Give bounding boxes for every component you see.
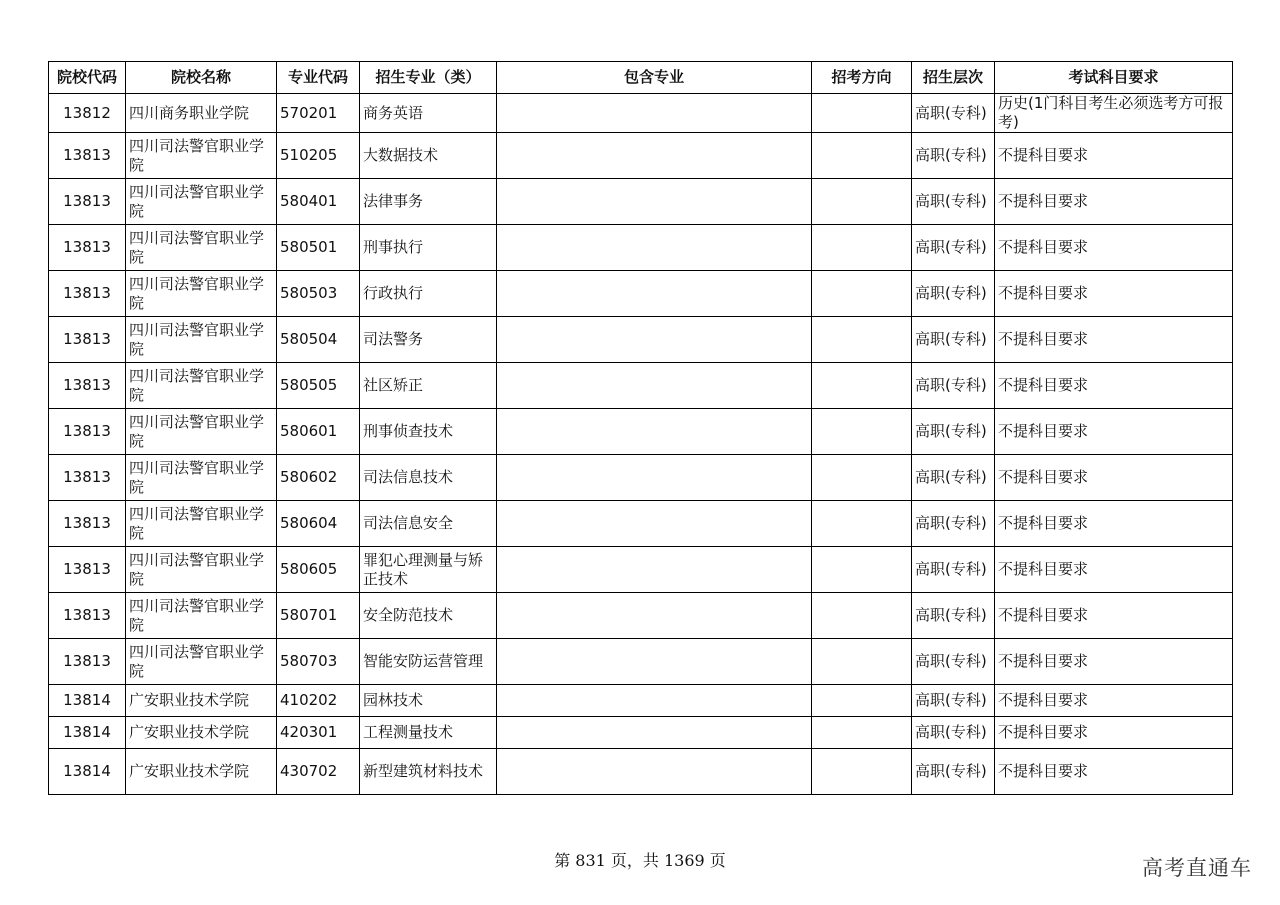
cell-direction: [812, 409, 912, 455]
cell-level: 高职(专科): [912, 717, 995, 749]
cell-school-code: 13813: [49, 271, 126, 317]
cell-major: 商务英语: [360, 94, 497, 133]
cell-includes: [497, 749, 812, 795]
page-number-footer: 第 831 页，共 1369 页: [554, 851, 726, 870]
table-row: [49, 455, 1233, 501]
cell-major: 行政执行: [360, 271, 497, 317]
cell-major: 法律事务: [360, 179, 497, 225]
cell-major-code: 420301: [277, 717, 360, 749]
cell-level: 高职(专科): [912, 317, 995, 363]
cell-level: 高职(专科): [912, 639, 995, 685]
cell-direction: [812, 133, 912, 179]
cell-requirement: 不提科目要求: [995, 179, 1233, 225]
header-includes: 包含专业: [497, 62, 812, 94]
header-school-name: 院校名称: [126, 62, 277, 94]
table-row: [49, 317, 1233, 363]
cell-direction: [812, 593, 912, 639]
cell-direction: [812, 501, 912, 547]
cell-school-name: 四川司法警官职业学院: [126, 593, 277, 639]
cell-school-name: 四川司法警官职业学院: [126, 639, 277, 685]
table-row: [49, 133, 1233, 179]
cell-level: 高职(专科): [912, 271, 995, 317]
cell-school-code: 13813: [49, 317, 126, 363]
cell-direction: [812, 717, 912, 749]
cell-major-code: 580505: [277, 363, 360, 409]
cell-major: 司法警务: [360, 317, 497, 363]
header-level: 招生层次: [912, 62, 995, 94]
cell-school-name: 四川司法警官职业学院: [126, 363, 277, 409]
cell-includes: [497, 179, 812, 225]
cell-requirement: 不提科目要求: [995, 363, 1233, 409]
cell-school-code: 13813: [49, 639, 126, 685]
table-row: [49, 179, 1233, 225]
cell-direction: [812, 271, 912, 317]
cell-includes: [497, 409, 812, 455]
cell-includes: [497, 271, 812, 317]
cell-requirement: 不提科目要求: [995, 685, 1233, 717]
cell-school-code: 13813: [49, 593, 126, 639]
cell-major-code: 570201: [277, 94, 360, 133]
cell-major: 大数据技术: [360, 133, 497, 179]
cell-school-code: 13813: [49, 409, 126, 455]
cell-direction: [812, 225, 912, 271]
cell-school-name: 四川司法警官职业学院: [126, 501, 277, 547]
cell-level: 高职(专科): [912, 685, 995, 717]
header-row: [49, 62, 1233, 94]
cell-level: 高职(专科): [912, 547, 995, 593]
table-row: [49, 749, 1233, 795]
cell-school-code: 13812: [49, 94, 126, 133]
cell-major: 罪犯心理测量与矫正技术: [360, 547, 497, 593]
cell-direction: [812, 639, 912, 685]
cell-school-code: 13813: [49, 501, 126, 547]
cell-school-name: 四川司法警官职业学院: [126, 179, 277, 225]
cell-school-name: 四川司法警官职业学院: [126, 547, 277, 593]
cell-includes: [497, 593, 812, 639]
cell-level: 高职(专科): [912, 179, 995, 225]
cell-level: 高职(专科): [912, 593, 995, 639]
cell-school-code: 13814: [49, 749, 126, 795]
cell-requirement: 不提科目要求: [995, 717, 1233, 749]
cell-includes: [497, 317, 812, 363]
table-row: [49, 593, 1233, 639]
header-requirement: 考试科目要求: [995, 62, 1233, 94]
cell-school-code: 13813: [49, 133, 126, 179]
cell-level: 高职(专科): [912, 363, 995, 409]
cell-major-code: 510205: [277, 133, 360, 179]
cell-level: 高职(专科): [912, 501, 995, 547]
table-row: [49, 271, 1233, 317]
cell-level: 高职(专科): [912, 133, 995, 179]
cell-school-name: 四川司法警官职业学院: [126, 225, 277, 271]
cell-school-name: 广安职业技术学院: [126, 717, 277, 749]
header-direction: 招考方向: [812, 62, 912, 94]
cell-major: 社区矫正: [360, 363, 497, 409]
cell-major-code: 580401: [277, 179, 360, 225]
cell-requirement: 不提科目要求: [995, 749, 1233, 795]
cell-requirement: 不提科目要求: [995, 133, 1233, 179]
cell-major-code: 580602: [277, 455, 360, 501]
cell-major-code: 580605: [277, 547, 360, 593]
cell-requirement: 不提科目要求: [995, 455, 1233, 501]
cell-requirement: 不提科目要求: [995, 547, 1233, 593]
cell-level: 高职(专科): [912, 94, 995, 133]
cell-major-code: 580601: [277, 409, 360, 455]
cell-major: 工程测量技术: [360, 717, 497, 749]
cell-school-name: 四川司法警官职业学院: [126, 133, 277, 179]
table-row: [49, 363, 1233, 409]
cell-direction: [812, 749, 912, 795]
cell-major-code: 580701: [277, 593, 360, 639]
cell-includes: [497, 455, 812, 501]
cell-includes: [497, 717, 812, 749]
cell-school-code: 13813: [49, 455, 126, 501]
cell-includes: [497, 133, 812, 179]
cell-level: 高职(专科): [912, 749, 995, 795]
cell-school-name: 四川司法警官职业学院: [126, 317, 277, 363]
cell-school-code: 13813: [49, 225, 126, 271]
cell-requirement: 历史(1门科目考生必须选考方可报考): [995, 94, 1233, 133]
cell-requirement: 不提科目要求: [995, 225, 1233, 271]
cell-direction: [812, 179, 912, 225]
cell-major-code: 580604: [277, 501, 360, 547]
table-row: [49, 639, 1233, 685]
cell-includes: [497, 501, 812, 547]
cell-major: 刑事侦查技术: [360, 409, 497, 455]
cell-includes: [497, 547, 812, 593]
cell-level: 高职(专科): [912, 225, 995, 271]
cell-requirement: 不提科目要求: [995, 409, 1233, 455]
cell-major: 园林技术: [360, 685, 497, 717]
cell-major-code: 580501: [277, 225, 360, 271]
cell-school-name: 四川商务职业学院: [126, 94, 277, 133]
table-row: [49, 409, 1233, 455]
cell-direction: [812, 547, 912, 593]
cell-major: 司法信息安全: [360, 501, 497, 547]
admissions-table: [48, 61, 1233, 795]
cell-school-name: 四川司法警官职业学院: [126, 271, 277, 317]
cell-level: 高职(专科): [912, 455, 995, 501]
cell-includes: [497, 639, 812, 685]
cell-major: 新型建筑材料技术: [360, 749, 497, 795]
cell-direction: [812, 317, 912, 363]
cell-major-code: 430702: [277, 749, 360, 795]
cell-includes: [497, 363, 812, 409]
table-row: [49, 717, 1233, 749]
header-school-code: 院校代码: [49, 62, 126, 94]
cell-major: 智能安防运营管理: [360, 639, 497, 685]
cell-school-name: 四川司法警官职业学院: [126, 455, 277, 501]
cell-direction: [812, 94, 912, 133]
cell-major: 安全防范技术: [360, 593, 497, 639]
header-major-code: 专业代码: [277, 62, 360, 94]
table-row: [49, 685, 1233, 717]
cell-includes: [497, 225, 812, 271]
cell-requirement: 不提科目要求: [995, 501, 1233, 547]
cell-requirement: 不提科目要求: [995, 271, 1233, 317]
cell-requirement: 不提科目要求: [995, 593, 1233, 639]
cell-school-name: 广安职业技术学院: [126, 685, 277, 717]
cell-requirement: 不提科目要求: [995, 317, 1233, 363]
cell-major-code: 580504: [277, 317, 360, 363]
table-row: [49, 547, 1233, 593]
cell-direction: [812, 363, 912, 409]
cell-school-code: 13813: [49, 363, 126, 409]
cell-major-code: 580503: [277, 271, 360, 317]
cell-direction: [812, 685, 912, 717]
cell-includes: [497, 685, 812, 717]
cell-school-code: 13813: [49, 547, 126, 593]
cell-school-code: 13814: [49, 685, 126, 717]
cell-direction: [812, 455, 912, 501]
table-row: [49, 225, 1233, 271]
table-row: [49, 94, 1233, 133]
header-major: 招生专业（类）: [360, 62, 497, 94]
cell-school-name: 四川司法警官职业学院: [126, 409, 277, 455]
cell-level: 高职(专科): [912, 409, 995, 455]
cell-includes: [497, 94, 812, 133]
cell-school-code: 13813: [49, 179, 126, 225]
cell-school-name: 广安职业技术学院: [126, 749, 277, 795]
cell-major-code: 580703: [277, 639, 360, 685]
cell-requirement: 不提科目要求: [995, 639, 1233, 685]
cell-school-code: 13814: [49, 717, 126, 749]
cell-major: 司法信息技术: [360, 455, 497, 501]
cell-major-code: 410202: [277, 685, 360, 717]
cell-major: 刑事执行: [360, 225, 497, 271]
watermark-text: 高考直通车: [1142, 856, 1252, 880]
table-row: [49, 501, 1233, 547]
